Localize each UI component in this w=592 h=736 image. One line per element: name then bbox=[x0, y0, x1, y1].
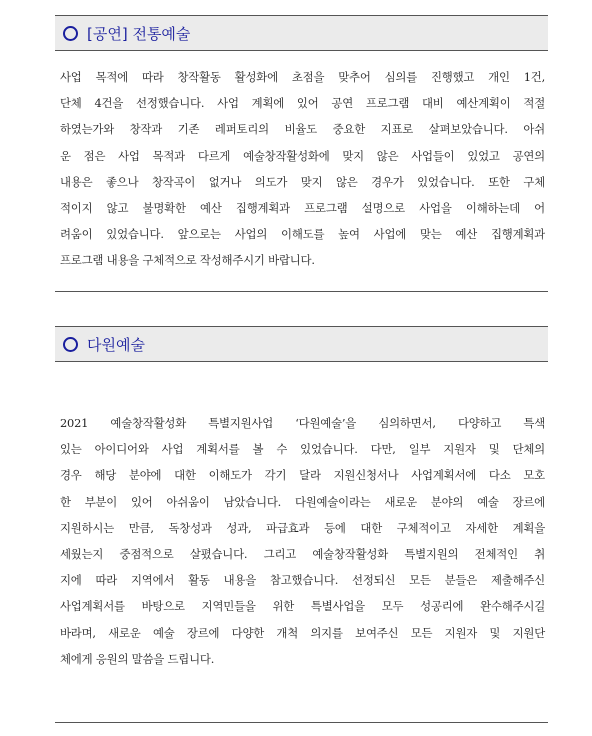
text-line: 프로그램 내용을 구체적으로 작성해주시기 바랍니다. bbox=[60, 253, 315, 268]
text-line: 지원하시는 만큼, 독창성과 성과, 파급효과 등에 대한 구체적이고 자세한 계획을 bbox=[60, 520, 545, 535]
section-divider bbox=[55, 722, 548, 723]
text-line: 사업계획서를 바탕으로 지역민들을 위한 특별사업을 모두 성공리에 완수해주시길 bbox=[60, 599, 545, 614]
text-line: 바라며, 새로운 예술 장르에 다양한 개척 의지를 보여주신 모든 지원자 및 지원단 bbox=[60, 625, 545, 640]
section-body-multidisciplinary-arts bbox=[60, 410, 545, 672]
text-line: 경우 해당 분야에 대한 이해도가 각기 달라 지원신청서나 사업계획서에 다소 모호 bbox=[60, 468, 545, 483]
text-line: 려움이 있었습니다. 앞으로는 사업의 이해도를 높여 사업에 맞는 예산 집행계획과 bbox=[60, 227, 545, 242]
section-divider bbox=[55, 291, 548, 292]
section-body-traditional-arts bbox=[60, 64, 545, 274]
text-line: 내용은 좋으나 창작곡이 없거나 의도가 맞지 않은 경우가 있었습니다. 또한 구체 bbox=[60, 174, 545, 189]
text-line: 사업 목적에 따라 창작활동 활성화에 초점을 맞추어 심의를 진행했고 개인 1건, bbox=[60, 70, 545, 84]
circle-bullet-icon bbox=[63, 337, 78, 352]
text-line: 있는 아이디어와 사업 계획서를 볼 수 있었습니다. 다만, 일부 지원자 및 단체의 bbox=[60, 442, 545, 457]
text-line: 체에게 응원의 말씀을 드립니다. bbox=[60, 651, 215, 666]
text-line: 운 점은 사업 목적과 다르게 예술창작활성화에 맞지 않은 사업들이 있었고 공연의 bbox=[60, 148, 545, 163]
section-title: 다원예술 bbox=[87, 336, 145, 354]
text-line: 한 부분이 있어 아쉬움이 남았습니다. 다원예술이라는 새로운 분야의 예술 장르에 bbox=[60, 494, 545, 509]
circle-bullet-icon bbox=[63, 26, 78, 41]
text-line: 지에 따라 지역에서 활동 내용을 참고했습니다. 선정되신 모든 분들은 제출해주신 bbox=[60, 573, 545, 588]
section-header-traditional-arts bbox=[55, 15, 548, 51]
section-title: [공연] 전통예술 bbox=[87, 25, 191, 43]
text-line: 2021 예술창작활성화 특별지원사업 ‘다원예술’을 심의하면서, 다양하고 특색 bbox=[60, 416, 545, 430]
text-line: 세웠는지 중점적으로 살폈습니다. 그리고 예술창작활성화 특별지원의 전체적인 취 bbox=[60, 547, 545, 562]
section-header-multidisciplinary-arts bbox=[55, 326, 548, 362]
text-line: 하였는가와 창작과 기존 레퍼토리의 비율도 중요한 지표로 살펴보았습니다. 아쉬 bbox=[60, 122, 545, 137]
text-line: 적이지 않고 불명확한 예산 집행계획과 프로그램 설명으로 사업을 이해하는데 어 bbox=[60, 201, 545, 216]
text-line: 단체 4건을 선정했습니다. 사업 계획에 있어 공연 프로그램 대비 예산계획이 적절 bbox=[60, 96, 545, 111]
